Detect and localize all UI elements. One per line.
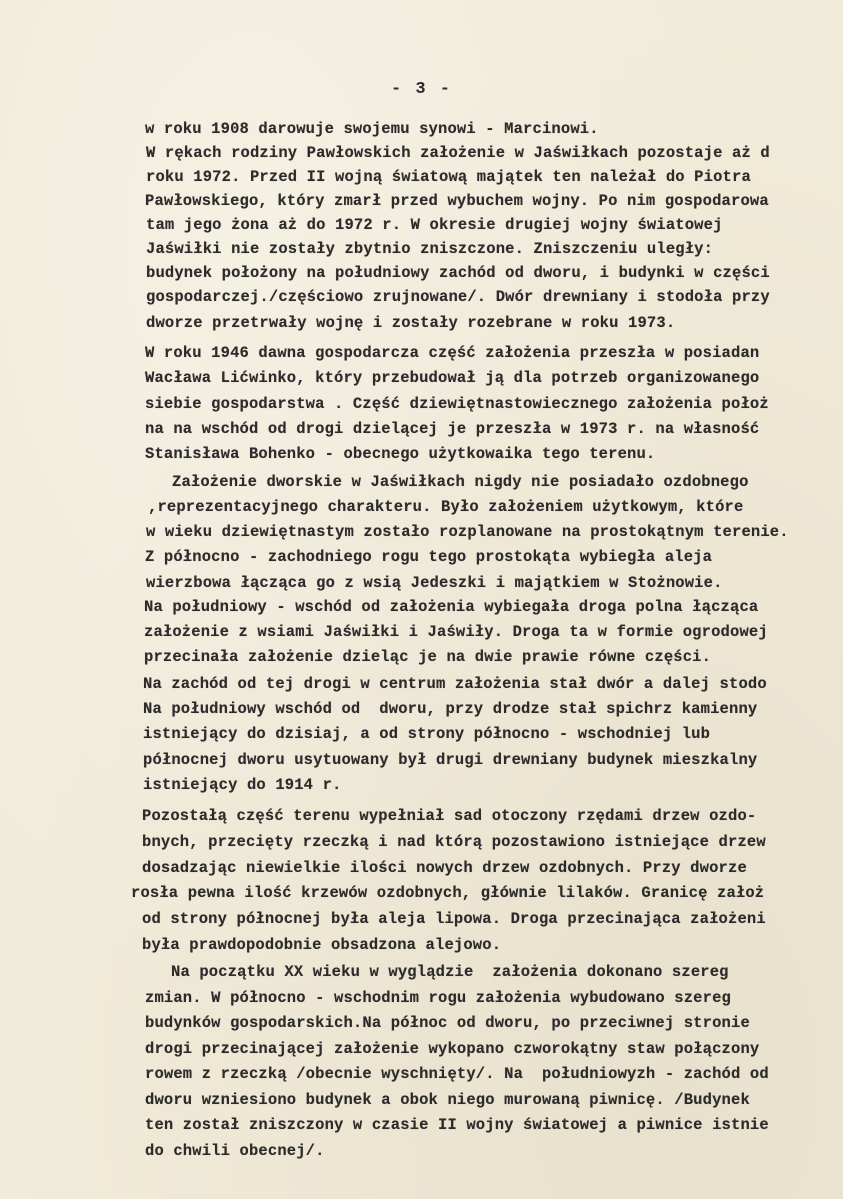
- text-line: tam jego żona aż do 1972 r. W okresie drugiej wojny światowej: [146, 216, 723, 234]
- text-line: Pozostałą część terenu wypełniał sad otoczony rzędami drzew ozdo-: [142, 807, 757, 825]
- text-line: Na zachód od tej drogi w centrum założenia stał dwór a dalej stodo: [143, 675, 767, 693]
- text-line: istniejący do dzisiaj, a od strony północno - wschodniej lub: [143, 725, 711, 743]
- text-line: Pawłowskiego, który zmarł przed wybuchem wojny. Po nim gospodarowa: [145, 192, 769, 210]
- text-line: Na południowy - wschód od założenia wybiegała droga polna łącząca: [144, 598, 759, 616]
- text-line: w wieku dziewiętnastym zostało rozplanowane na prostokątnym terenie.: [146, 523, 789, 541]
- text-line: istniejący do 1914 r.: [143, 776, 342, 794]
- text-line: na na wschód od drogi dzielącej je przeszła w 1973 r. na własność: [145, 420, 760, 438]
- text-line: zmian. W północno - wschodnim rogu założenia wybudowano szereg: [145, 989, 731, 1007]
- text-line: w roku 1908 darowuje swojemu synowi - Marcinowi.: [145, 120, 599, 138]
- text-line: Z północno - zachodniego rogu tego prostokąta wybiegła aleja: [145, 548, 713, 566]
- text-line: założenie z wsiami Jaświłki i Jaświły. Droga ta w formie ogrodowej: [144, 623, 768, 641]
- text-line: dosadzając niewielkie ilości nowych drzew ozdobnych. Przy dworze: [142, 859, 747, 877]
- text-line: rowem z rzeczką /obecnie wyschnięty/. Na południowyzh - zachód od: [145, 1065, 769, 1083]
- text-line: bnych, przecięty rzeczką i nad którą pozostawiono istniejące drzew: [142, 833, 766, 851]
- text-line: wierzbowa łącząca go z wsią Jedeszki i majątkiem w Stożnowie.: [146, 574, 723, 592]
- text-line: budynek położony na południowy zachód od dworu, i budynki w części: [146, 264, 770, 282]
- text-line: od strony północnej była aleja lipowa. Droga przecinająca założeni: [142, 910, 766, 928]
- text-line: rosła pewna ilość krzewów ozdobnych, głównie lilaków. Granicę założ: [131, 884, 765, 902]
- text-line: ten został zniszczony w czasie II wojny światowej a piwnice istnie: [145, 1116, 769, 1134]
- text-line: Na początku XX wieku w wyglądzie założenia dokonano szereg: [171, 963, 729, 981]
- text-line: W roku 1946 dawna gospodarcza część założenia przeszła w posiadan: [145, 344, 760, 362]
- page-number: - 3 -: [390, 80, 452, 99]
- text-line: przecinała założenie dzieląc je na dwie prawie równe części.: [144, 648, 712, 666]
- text-line: Założenie dworskie w Jaświłkach nigdy nie posiadało ozdobnego: [172, 473, 749, 491]
- text-line: dworu wzniesiono budynek a obok niego murowaną piwnicę. /Budynek: [145, 1091, 750, 1109]
- text-line: gospodarczej./częściowo zrujnowane/. Dwór drewniany i stodoła przy: [146, 288, 770, 306]
- text-line: Stanisława Bohenko - obecnego użytkowaika tego terenu.: [145, 445, 656, 463]
- text-line: Na południowy wschód od dworu, przy drodze stał spichrz kamienny: [143, 700, 758, 718]
- text-line: północnej dworu usytuowany był drugi drewniany budynek mieszkalny: [143, 751, 758, 769]
- text-line: Wacława Lićwinko, który przebudował ją dla potrzeb organizowanego: [145, 369, 760, 387]
- text-line: W rękach rodziny Pawłowskich założenie w Jaświłkach pozostaje aż d: [146, 144, 770, 162]
- text-line: drogi przecinającej założenie wykopano czworokątny staw połączony: [145, 1040, 760, 1058]
- text-line: była prawdopodobnie obsadzona alejowo.: [142, 936, 502, 954]
- text-line: Jaświłki nie zostały zbytnio zniszczone. Zniszczeniu uległy:: [146, 240, 714, 258]
- text-line: ,reprezentacyjnego charakteru. Było założeniem użytkowym, które: [148, 498, 744, 516]
- text-line: do chwili obecnej/.: [145, 1142, 325, 1160]
- text-line: budynków gospodarskich.Na północ od dworu, po przeciwnej stronie: [145, 1014, 750, 1032]
- text-line: siebie gospodarstwa . Część dziewiętnastowiecznego założenia położ: [145, 395, 769, 413]
- text-line: roku 1972. Przed II wojną światową majątek ten należał do Piotra: [146, 168, 751, 186]
- text-line: dworze przetrwały wojnę i zostały rozebrane w roku 1973.: [146, 314, 676, 332]
